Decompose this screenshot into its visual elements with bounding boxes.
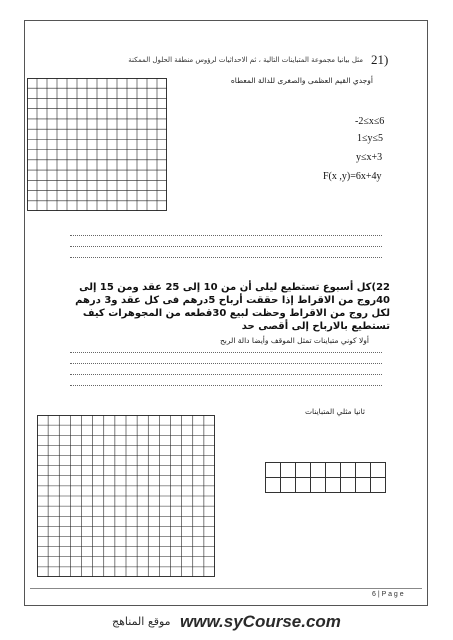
answer-line: [70, 234, 382, 236]
table-cell: [266, 478, 281, 493]
constraint-1: -2≤x≤6: [355, 116, 385, 127]
q22-text: 22)كل أسبوع تستطيع ليلى أن من 10 إلى 25 عقد ومن 15 إلى 40روج من الاقراط إذا حققت أرباح 5درهم فى كل عقد و3 درهم لكل روج من الاقراط وحظت لبيع 30قطعه من المجوهرات كيف تستطيع بالارباح إلى أقصى حد: [75, 282, 390, 332]
table-cell: [296, 463, 311, 478]
table-row: [266, 463, 386, 478]
table-cell: [326, 463, 341, 478]
q21-graph-grid: [27, 78, 167, 211]
table-cell: [281, 463, 296, 478]
table-cell: [326, 478, 341, 493]
q21-subtitle: أوجدي القيم العظمى والصغرى للدالة المعطاه: [230, 76, 373, 85]
table-cell: [266, 463, 281, 478]
q22-first-label: أولا كوني متباينات تمثل الموقف وأيضا دالة الربح: [219, 336, 369, 345]
answer-line: [70, 245, 382, 247]
constraint-3: y≤x+3: [356, 152, 383, 163]
answer-line: [70, 256, 382, 258]
table-row: [266, 478, 386, 493]
q21-instruction: مثل بيانيا مجموعة المتباينات التالية ، ثم الاحداثيات لرؤوس منطقة الحلول الممكنة: [128, 56, 363, 64]
answer-line: [70, 373, 382, 375]
watermark-arabic: موقع المناهج: [112, 615, 171, 628]
table-cell: [371, 478, 386, 493]
q21-number: 21): [371, 52, 389, 67]
q22-second-label: ثانيا مثلي المتباينات: [304, 407, 365, 416]
table-cell: [356, 463, 371, 478]
footer-rule: [30, 588, 422, 589]
values-table: [265, 462, 386, 493]
table-cell: [371, 463, 386, 478]
table-cell: [356, 478, 371, 493]
objective-function: F(x ,y)=6x+4y: [323, 171, 382, 182]
table-cell: [341, 478, 356, 493]
constraint-2: 1≤y≤5: [357, 133, 383, 144]
answer-line: [70, 351, 382, 353]
q22-graph-grid: [37, 415, 215, 577]
table-cell: [341, 463, 356, 478]
table-cell: [296, 478, 311, 493]
answer-line: [70, 384, 382, 386]
watermark-url: www.syCourse.com: [180, 612, 341, 631]
page-number: 6 | P a g e: [372, 591, 404, 598]
table-cell: [311, 463, 326, 478]
table-cell: [311, 478, 326, 493]
answer-line: [70, 362, 382, 364]
table-cell: [281, 478, 296, 493]
